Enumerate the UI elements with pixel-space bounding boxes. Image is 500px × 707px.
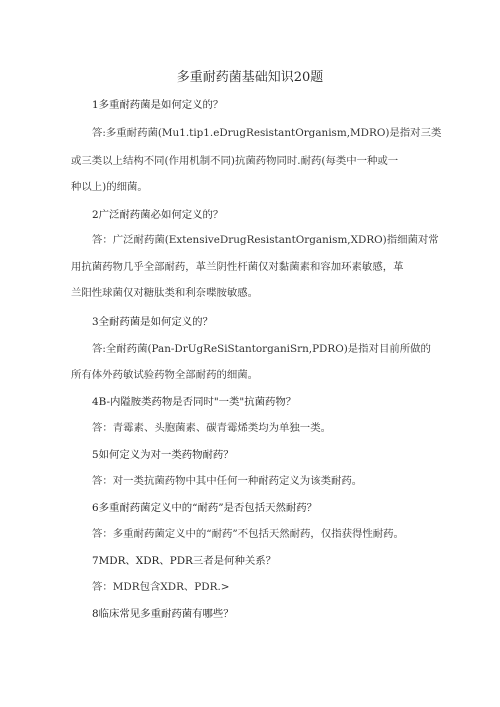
- question-2: 2广泛耐药菌必如何定义的？: [92, 209, 224, 221]
- answer-5: 答：对一类抗菌药物中其中任何一种耐药定义为该类耐药。: [92, 475, 363, 487]
- answer-7: 答：MDR包含XDR、PDR.>: [92, 581, 230, 593]
- answer-1-line-1: 答:多重耐药菌(Mu1.tip1.eDrugResistantOrganism,MDRO)是指对三类: [92, 127, 442, 139]
- answer-2-line-3: 兰阳性球菌仅对糖肽类和利奈喋胺敏感。: [71, 287, 259, 299]
- question-3: 3全耐药菌是如何定义的？: [92, 316, 213, 328]
- answer-3-line-1: 答:全耐药菌(Pan-DrUgReSiStantorganiSrn,PDRO)是指对目前所做的: [92, 343, 431, 355]
- question-8: 8临床常见多重耐药菌有哪些？: [92, 608, 234, 620]
- question-6: 6多重耐药菌定义中的“耐药”是否包括天然耐药？: [92, 502, 318, 514]
- answer-4: 答：青霉素、头胞菌素、碳青霉烯类均为单独一类。: [92, 422, 331, 434]
- answer-2-line-2: 用抗菌药物几乎全部耐药，革兰阴性杆菌仅对黏菌素和容加环素敏感，革: [71, 261, 404, 273]
- answer-1-line-2: 或三类以上结构不同(作用机制不同)抗菌药物同时.耐药(每类中一种或一: [71, 155, 399, 167]
- question-4: 4B-内隘胺类药物是否同时"一类"抗菌药物？: [92, 396, 297, 408]
- question-5: 5如何定义为对一类药物耐药？: [92, 449, 234, 461]
- question-1: 1多重耐药菌是如何定义的？: [92, 99, 224, 111]
- answer-6: 答：多重耐药菌定义中的“耐药”不包括天然耐药，仅指获得性耐药。: [92, 528, 404, 540]
- question-7: 7MDR、XDR、PDR三者是何种关系？: [92, 555, 277, 567]
- answer-3-line-2: 所有体外药敏试验药物全部耐药的细菌。: [71, 369, 259, 381]
- answer-1-line-3: 种以上)的细菌。: [71, 181, 148, 193]
- document-title: 多重耐药菌基础知识20题: [176, 70, 324, 85]
- answer-2-line-1: 答：广泛耐药菌(ExtensiveDrugResistantOrganism,XDRO)指细菌对常: [92, 234, 439, 246]
